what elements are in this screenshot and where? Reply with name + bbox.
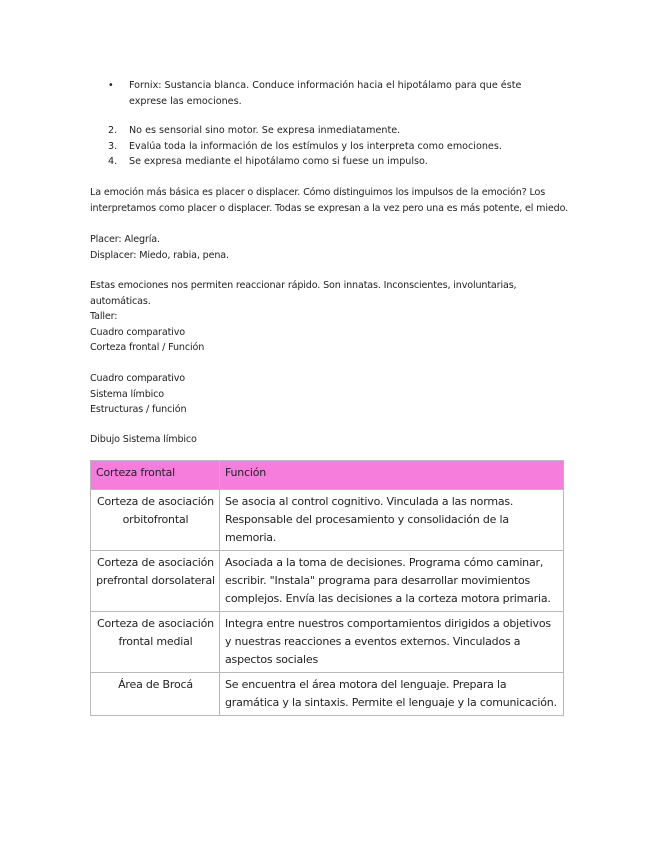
list-number: 3.: [108, 140, 118, 152]
list-number: 2.: [108, 125, 118, 136]
bullet-item-fornix: Fornix: Sustancia blanca. Conduce información hacia el hipotálamo para que éste exprese las emociones.: [129, 80, 522, 107]
paragraph-react: Estas emociones nos permiten reaccionar rápido. Son innatas. Inconscientes, involuntarias, automáticas.: [90, 280, 517, 307]
list-item: [108, 139, 558, 155]
bullet-marker: •: [108, 80, 114, 91]
taller-line: Cuadro comparativo: [90, 326, 185, 338]
dibujo-line: Dibujo Sistema límbico: [90, 434, 197, 445]
table-header-row: [91, 461, 564, 490]
table-cell-function: Se encuentra el área motora del lenguaje. Prepara la gramática y la sintaxis. Permite el lenguaje y la comunicación.: [220, 673, 564, 716]
list-item: [108, 123, 558, 139]
list-text: No es sensorial sino motor. Se expresa inmediatamente.: [129, 125, 401, 136]
list-text: Se expresa mediante el hipotálamo como si fuese un impulso.: [129, 156, 428, 167]
cuadro-block: [90, 371, 570, 418]
table-row: [91, 612, 564, 673]
paragraph-emotion: La emoción más básica es placer o displacer. Cómo distinguimos los impulsos de la emoción? Los interpretamos como placer o displacer. Todas se expresan a la vez pero una es más potente, el miedo.: [90, 187, 569, 214]
table-row: [91, 551, 564, 612]
cuadro-line: Estructuras / función: [90, 404, 187, 415]
taller-line: Corteza frontal / Función: [90, 342, 205, 353]
list-item: [108, 154, 558, 170]
table-header-cell: Función: [220, 461, 564, 490]
table-cell-structure: Corteza de asociación orbitofrontal: [91, 490, 220, 551]
taller-block: [90, 309, 570, 356]
table-header-cell: Corteza frontal: [91, 461, 220, 490]
cuadro-line: Sistema límbico: [90, 388, 165, 400]
cuadro-line: Cuadro comparativo: [90, 373, 185, 384]
placer-line: Placer: Alegría.: [90, 234, 160, 245]
table-cell-structure: Corteza de asociación prefrontal dorsolateral: [91, 551, 220, 612]
table-cell-function: Asociada a la toma de decisiones. Programa cómo caminar, escribir. "Instala" programa para desarrollar movimientos complejos. Envía las decisiones a la corteza motora primaria.: [220, 551, 564, 612]
table-cell-function: Se asocia al control cognitivo. Vinculada a las normas. Responsable del procesamiento y consolidación de la memoria.: [220, 490, 564, 551]
numbered-list: [108, 123, 558, 170]
table-row: [91, 673, 564, 716]
list-text: Evalúa toda la información de los estímulos y los interpreta como emociones.: [129, 140, 502, 152]
table-cell-function: Integra entre nuestros comportamientos dirigidos a objetivos y nuestras reacciones a eventos externos. Vinculados a aspectos sociales: [220, 612, 564, 673]
table-cell-structure: Área de Brocá: [91, 673, 220, 716]
comparison-table: [90, 460, 564, 716]
table-row: [91, 490, 564, 551]
displacer-line: Displacer: Miedo, rabia, pena.: [90, 249, 229, 261]
list-number: 4.: [108, 156, 118, 167]
taller-line: Taller:: [90, 311, 118, 322]
placer-displacer: [90, 232, 570, 263]
bullet-list: [108, 78, 558, 109]
table-cell-structure: Corteza de asociación frontal medial: [91, 612, 220, 673]
